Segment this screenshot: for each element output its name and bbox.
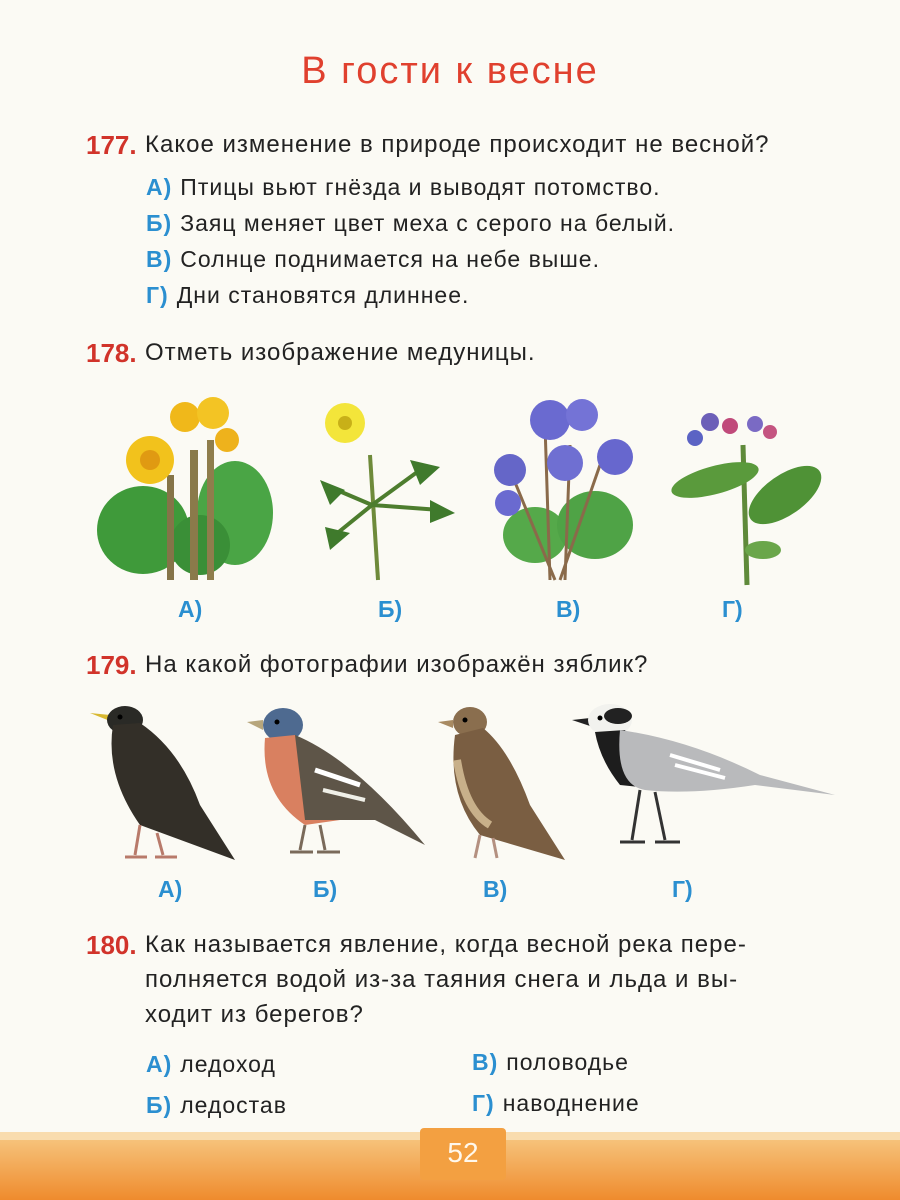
- lark-bird-icon[interactable]: [435, 700, 570, 865]
- option-letter: В): [472, 1049, 499, 1075]
- q177-option-b[interactable]: [146, 210, 675, 237]
- option-letter: Б): [146, 210, 173, 236]
- q177-option-d[interactable]: [146, 282, 469, 309]
- flower-caption-a: А): [178, 596, 203, 622]
- option-letter: Г): [472, 1090, 495, 1116]
- flower-caption-d: Г): [722, 596, 743, 622]
- bird-caption-a: А): [158, 876, 183, 902]
- page-title: В гости к весне: [301, 50, 599, 92]
- question-179-number: 179.: [86, 650, 137, 680]
- hepatica-flower-icon[interactable]: [490, 385, 650, 585]
- question-180-line-2: полняется водой из-за таяния снега и льда и вы-: [145, 966, 739, 993]
- option-text: Птицы вьют гнёзда и выводят потомство.: [180, 174, 661, 200]
- q177-option-a[interactable]: [146, 174, 661, 201]
- q180-option-d[interactable]: [472, 1090, 640, 1117]
- bird-caption-d: Г): [672, 876, 693, 902]
- option-letter: Г): [146, 282, 169, 308]
- option-text: половодье: [506, 1049, 629, 1075]
- option-letter: А): [146, 174, 173, 200]
- question-177-number: 177.: [86, 130, 137, 160]
- q177-option-c[interactable]: [146, 246, 600, 273]
- bird-caption-c: В): [483, 876, 508, 902]
- option-text: Дни становятся длиннее.: [176, 282, 470, 308]
- option-text: ледоход: [180, 1051, 276, 1077]
- option-text: ледостав: [180, 1092, 287, 1118]
- option-letter: А): [146, 1051, 173, 1077]
- q180-option-b[interactable]: [146, 1092, 287, 1119]
- bird-caption-b: Б): [313, 876, 338, 902]
- coltsfoot-flower-icon[interactable]: [95, 395, 275, 585]
- question-180-number: 180.: [86, 930, 137, 960]
- q180-option-a[interactable]: [146, 1051, 276, 1078]
- yellow-anemone-icon[interactable]: [300, 395, 460, 585]
- question-178-number: 178.: [86, 338, 137, 368]
- option-text: наводнение: [502, 1090, 640, 1116]
- q180-option-c[interactable]: [472, 1049, 629, 1076]
- option-letter: Б): [146, 1092, 173, 1118]
- question-179-text: На какой фотографии изображён зяблик?: [145, 651, 649, 678]
- chaffinch-bird-icon[interactable]: [245, 700, 430, 865]
- page-number: 52: [447, 1137, 479, 1168]
- option-text: Заяц меняет цвет меха с серого на белый.: [180, 210, 676, 236]
- question-178-text: Отметь изображение медуницы.: [145, 339, 536, 366]
- wagtail-bird-icon[interactable]: [570, 700, 840, 860]
- option-text: Солнце поднимается на небе выше.: [180, 246, 600, 272]
- question-180-line-1: Как называется явление, когда весной река пере-: [145, 931, 747, 958]
- starling-bird-icon[interactable]: [85, 695, 245, 865]
- option-letter: В): [146, 246, 173, 272]
- flower-caption-c: В): [556, 596, 581, 622]
- lungwort-flower-icon[interactable]: [665, 410, 830, 590]
- flower-caption-b: Б): [378, 596, 403, 622]
- question-180-line-3: ходит из берегов?: [145, 1001, 364, 1028]
- question-177-text: Какое изменение в природе происходит не весной?: [145, 131, 770, 158]
